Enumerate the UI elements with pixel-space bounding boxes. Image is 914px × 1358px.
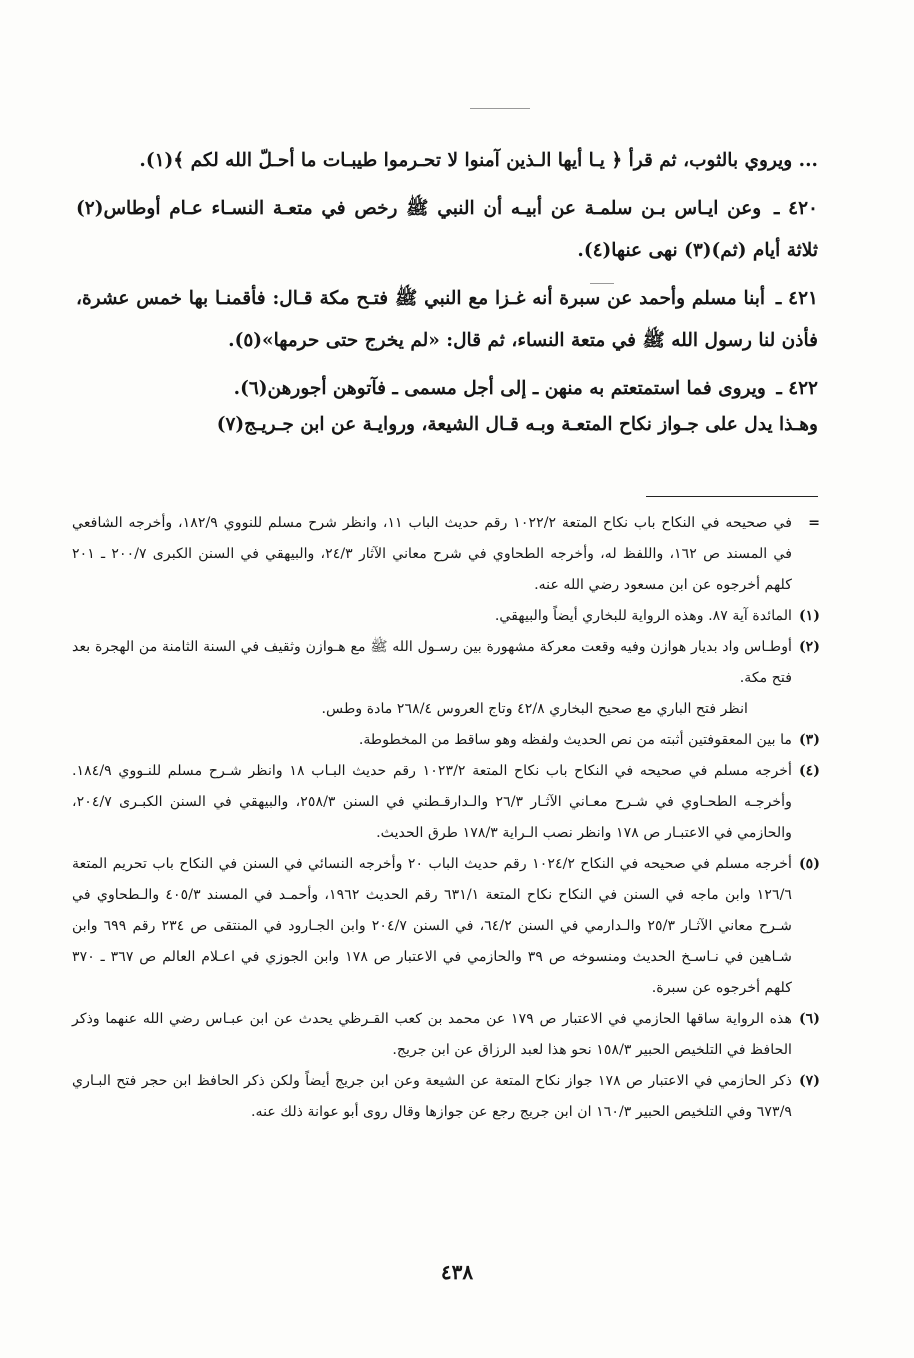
footnote-3: [72, 725, 818, 756]
paragraph-text: وعن ايـاس بـن سلمـة عن أبيـه أن النبي ﷺ رخص في متعـة النسـاء عـام أوطاس(٢) ثلاثة أيام (ثم)(٣) نهى عنها(٤).: [76, 198, 818, 261]
footnote-marker: (٣): [798, 732, 820, 748]
footnote-text: انظر فتح الباري مع صحيح البخاري ٤٢/٨ وتاج العروس ٢٦٨/٤ مادة وطس.: [321, 701, 748, 717]
footnotes: [72, 508, 818, 1128]
footnote-text: المائدة آية ٨٧. وهذه الرواية للبخاري أيضاً والبيهقي.: [494, 608, 792, 624]
footnote-text: ذكر الحازمي في الاعتبار ص ١٧٨ جواز نكاح المتعة عن الشيعة وعن ابن جريج أيضاً ولكن ذكر الحافظ ابن حجر فتح البـاري ٦٧٣/٩ وفي التلخيص الحبير ١٦٠/٣ ان ابن جريج رجع عن جوازها وقال روى أبو عوانة ذلك عنه.: [72, 1073, 793, 1120]
footnote-marker: (٢): [798, 639, 820, 655]
paragraph-420: [76, 188, 818, 272]
footnote-marker: (٤): [798, 763, 820, 779]
footnote-2-reference: [72, 694, 818, 725]
hadith-number: ٤٢٠ ـ: [773, 198, 818, 219]
footnote-marker: (٦): [798, 1011, 820, 1027]
footnote-marker: (٥): [798, 856, 820, 872]
footnote-marker: (١): [798, 608, 820, 624]
footnote-marker: (٧): [798, 1073, 820, 1089]
page-number: ٤٣٨: [440, 1260, 474, 1284]
footnote-text: أوطـاس واد بديار هوازن وفيه وقعت معركة مشهورة بين رسـول الله ﷺ مع هـوازن وثقيف في السنة الثامنة من الهجرة بعد فتح مكة.: [72, 639, 792, 686]
hadith-number: ٤٢٢ ـ: [776, 378, 818, 399]
main-text: [76, 140, 818, 452]
paragraph-text: ويروى فما استمتعتم به منهن ـ إلى أجل مسمى ـ فآتوهن أجورهن(٦).: [233, 378, 766, 399]
paragraph-text: ... ويروي بالثوب، ثم قرأ ﴿ يـا أيها الـذين آمنوا لا تحـرموا طيبـات ما أحـلّ الله لكم ﴾(١).: [139, 150, 818, 171]
footnote-marker: =: [808, 515, 820, 531]
footnote-continued: [72, 508, 818, 601]
footnote-4: [72, 756, 818, 849]
footnote-separator: [646, 496, 818, 497]
paragraph-421: [76, 278, 818, 362]
footnote-text: ما بين المعقوفتين أثبته من نص الحديث ولفظه وهو ساقط من المخطوطة.: [358, 732, 792, 748]
scan-speck: [470, 108, 530, 109]
footnote-5: [72, 849, 818, 1004]
paragraph: [76, 404, 818, 446]
paragraph: [76, 140, 818, 182]
paragraph-text: أبنا مسلم وأحمد عن سبرة أنه غـزا مع النبي ﷺ فتـح مكة قـال: فأقمنـا بها خمس عشرة، فأذن لنا رسول الله ﷺ في متعة النساء، ثم قال: «لم يخرج حتى حرمها»(٥).: [76, 288, 818, 351]
footnote-1: [72, 601, 818, 632]
footnote-text: أخرجه مسلم في صحيحه في النكاح ١٠٢٤/٢ رقم حديث الباب ٢٠ وأخرجه النسائي في السنن في النكاح باب تحريم المتعة ١٢٦/٦ وابن ماجه في السنن في النكاح نكاح المتعة ٦٣١/١ رقم الحديث ١٩٦٢، وأحمـد في المسند ٤٠٥/٣ والـطحاوي في شـرح معاني الآثـار ٢٥/٣ والـدارمي في السنن ٦٤/٢، في السنن ٢٠٤/٧ وابن الجـارود في المنتقى ص ٢٣٤ رقم ٦٩٩ وابن شـاهين في نـاسـخ الحديث ومنسوخه ص ٣٩ والحازمي في الاعتبار ص ١٧٨ وابن الجوزي في اعـلام العالم ص ٣٦٧ ـ ٣٧٠ كلهم أخرجوه عن سبرة.: [72, 856, 792, 996]
hadith-number: ٤٢١ ـ: [775, 288, 818, 309]
paragraph-text: وهـذا يدل على جـواز نكاح المتعـة وبـه قـال الشيعة، وروايـة عن ابن جـريـج(٧): [216, 414, 818, 435]
footnote-6: [72, 1004, 818, 1066]
footnote-text: أخرجه مسلم في صحيحه في النكاح باب نكاح المتعة ١٠٢٣/٢ رقم حديث البـاب ١٨ وانظر شـرح مسلم للنـووي ١٨٤/٩. وأخرجـه الطحـاوي في شـرح معـاني الآثـار ٢٦/٣ والـدارقـطني في السنن ٢٥٨/٣، والبيهقي في السنن الكبـرى ٢٠٤/٧، والحازمي في الاعتبـار ص ١٧٨ وانظر نصب الـراية ١٧٨/٣ طرق الحديث.: [72, 763, 792, 841]
footnote-text: في صحيحه في النكاح باب نكاح المتعة ١٠٢٢/٢ رقم حديث الباب ١١، وانظر شرح مسلم للنووي ١٨٢/٩، وأخرجه الشافعي في المسند ص ١٦٢، واللفظ له، وأخرجه الطحاوي في شرح معاني الآثار ٢٤/٣، والبيهقي في السنن الكبرى ٢٠٠/٧ ـ ٢٠١ كلهم أخرجوه عن ابن مسعود رضي الله عنه.: [72, 515, 793, 593]
footnote-2: [72, 632, 818, 694]
footnote-text: هذه الرواية ساقها الحازمي في الاعتبار ص ١٧٩ عن محمد بن كعب القـرظي يحدث عن ابن عبـاس رضي الله عنهما وذكر الحافظ في التلخيص الحبير ١٥٨/٣ نحو هذا لعبد الرزاق عن ابن جريج.: [72, 1011, 792, 1058]
footnote-7: [72, 1066, 818, 1128]
